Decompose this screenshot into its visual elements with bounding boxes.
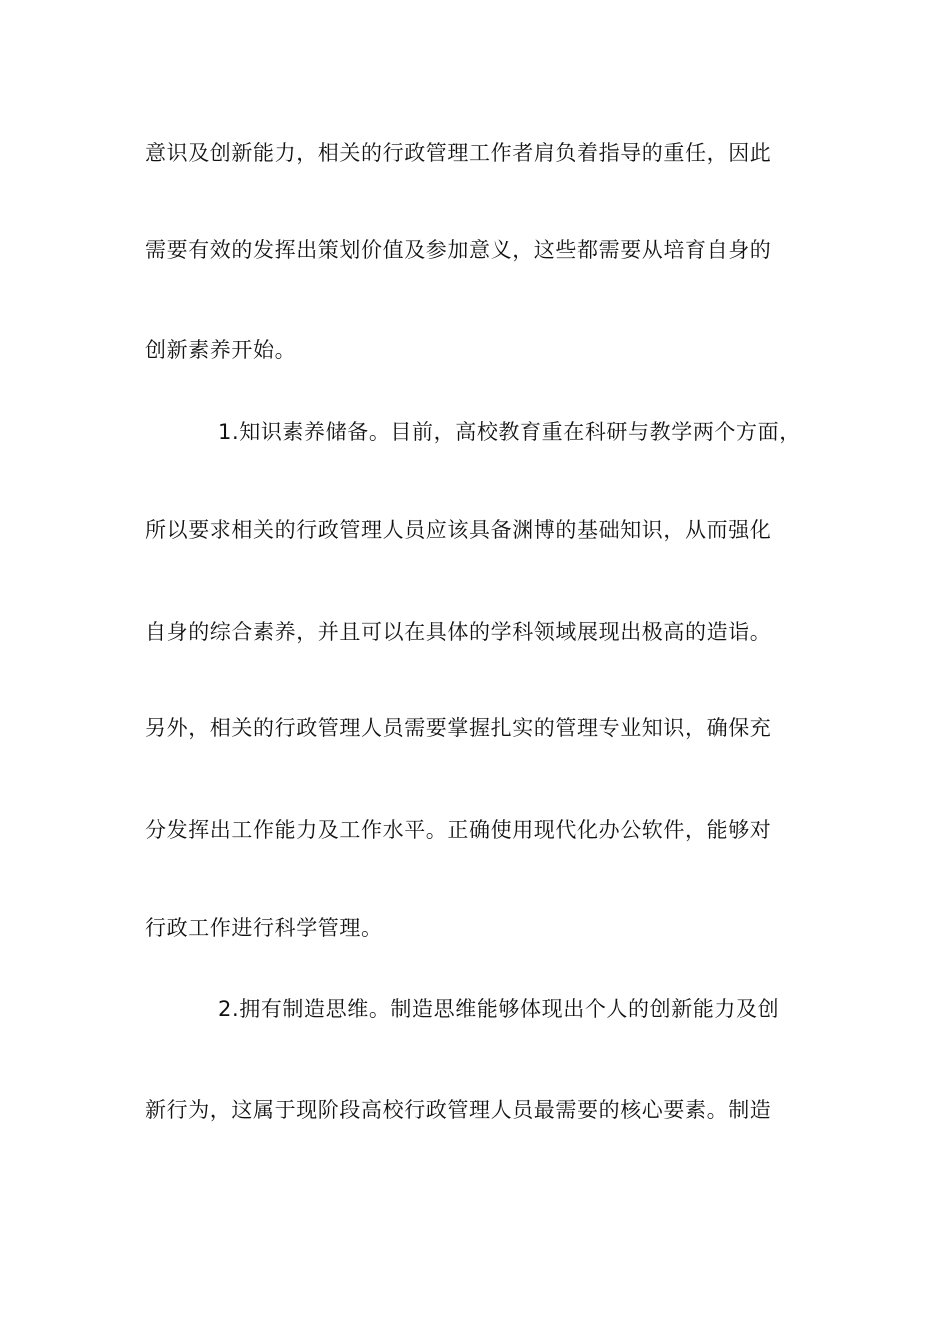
text-line: 所以要求相关的行政管理人员应该具备渊博的基础知识，从而强化 <box>145 518 772 542</box>
text-line: 行政工作进行科学管理。 <box>145 916 383 940</box>
text-line: 创新素养开始。 <box>145 338 297 362</box>
text-line: 另外，相关的行政管理人员需要掌握扎实的管理专业知识，确保充 <box>145 716 772 740</box>
text-line: 意识及创新能力，相关的行政管理工作者肩负着指导的重任，因此 <box>145 141 772 165</box>
text-line: 需要有效的发挥出策划价值及参加意义，这些都需要从培育自身的 <box>145 238 772 262</box>
text-line: 新行为，这属于现阶段高校行政管理人员最需要的核心要素。制造 <box>145 1098 772 1122</box>
paragraph-heading-line: 2.拥有制造思维。制造思维能够体现出个人的创新能力及创 <box>218 997 780 1021</box>
text-line: 自身的综合素养，并且可以在具体的学科领域展现出极高的造诣。 <box>145 620 772 644</box>
paragraph-heading-line: 1.知识素养储备。目前，高校教育重在科研与教学两个方面， <box>218 420 801 444</box>
text-line: 分发挥出工作能力及工作水平。正确使用现代化办公软件，能够对 <box>145 818 772 842</box>
